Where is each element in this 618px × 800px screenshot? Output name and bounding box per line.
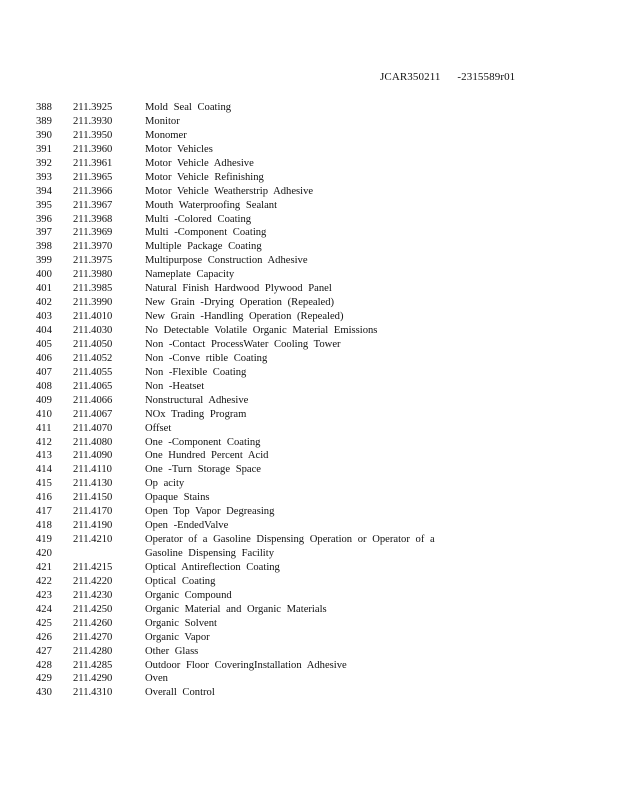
line-number: 393 <box>36 171 52 183</box>
list-item <box>36 617 596 631</box>
section-number: 211.4170 <box>73 506 113 518</box>
list-item <box>36 199 596 213</box>
section-number: 211.3969 <box>73 227 113 239</box>
list-item <box>36 213 596 227</box>
line-number: 423 <box>36 589 52 601</box>
section-number: 211.4190 <box>73 520 113 532</box>
list-item <box>36 603 596 617</box>
section-number: 211.4250 <box>73 603 113 615</box>
line-number: 425 <box>36 617 52 629</box>
list-item <box>36 171 596 185</box>
document-revision: -2315589r01 <box>457 71 516 83</box>
defined-term: Motor Vehicle Weatherstrip Adhesive <box>145 185 314 197</box>
section-number: 211.4110 <box>73 464 112 476</box>
list-item <box>36 338 596 352</box>
defined-term: Nameplate Capacity <box>145 269 235 281</box>
defined-term: Organic Material and Organic Materials <box>145 603 327 615</box>
section-number: 211.3980 <box>73 269 113 281</box>
defined-term: Nonstructural Adhesive <box>145 394 249 406</box>
line-number: 388 <box>36 102 52 113</box>
line-number: 391 <box>36 143 52 155</box>
defined-term: New Grain -Drying Operation (Repealed) <box>145 297 335 309</box>
line-number: 407 <box>36 366 52 378</box>
section-number: 211.4130 <box>73 478 113 490</box>
list-item <box>36 129 596 143</box>
defined-term: Gasoline Dispensing Facility <box>145 548 274 559</box>
defined-term: NOx Trading Program <box>145 408 247 420</box>
defined-term: Motor Vehicles <box>145 143 213 155</box>
list-item <box>36 366 596 380</box>
section-number: 211.3950 <box>73 129 113 141</box>
defined-term: Open Top Vapor Degreasing <box>145 506 275 518</box>
section-number: 211.4270 <box>73 631 113 643</box>
line-number: 402 <box>36 297 52 309</box>
line-number: 390 <box>36 129 52 141</box>
defined-term: Op acity <box>145 478 185 490</box>
defined-term: Mouth Waterproofing Sealant <box>145 199 278 211</box>
line-number: 403 <box>36 311 52 323</box>
line-number: 394 <box>36 185 52 197</box>
list-item <box>36 101 596 115</box>
section-number: 211.3960 <box>73 143 113 155</box>
line-number: 408 <box>36 380 52 392</box>
list-item <box>36 352 596 366</box>
defined-term: Monomer <box>145 129 187 141</box>
defined-term: Overall Control <box>145 687 215 699</box>
line-number: 406 <box>36 352 52 364</box>
list-item <box>36 477 596 491</box>
list-item <box>36 491 596 505</box>
page-header <box>380 71 515 83</box>
list-item <box>36 240 596 254</box>
line-number: 428 <box>36 659 52 671</box>
defined-term: Motor Vehicle Refinishing <box>145 171 264 183</box>
section-number: 211.3961 <box>73 157 113 169</box>
section-number: 211.4230 <box>73 589 113 601</box>
section-number: 211.4290 <box>73 673 113 685</box>
defined-term: No Detectable Volatile Organic Material Emissions <box>145 325 378 336</box>
document-id: JCAR350211 <box>380 71 441 83</box>
defined-term: New Grain -Handling Operation (Repealed) <box>145 311 344 323</box>
list-item <box>36 157 596 171</box>
line-number: 419 <box>36 534 52 546</box>
defined-term: One -Component Coating <box>145 436 261 448</box>
list-item <box>36 463 596 477</box>
defined-term: Opaque Stains <box>145 492 210 504</box>
section-number: 211.4090 <box>73 450 113 462</box>
defined-term: Motor Vehicle Adhesive <box>145 157 254 169</box>
line-number: 392 <box>36 157 52 169</box>
list-item <box>36 143 596 157</box>
defined-term: Multi -Component Coating <box>145 227 267 239</box>
line-number: 420 <box>36 548 52 559</box>
section-number: 211.4067 <box>73 408 113 420</box>
section-number: 211.4050 <box>73 338 113 350</box>
line-number: 405 <box>36 338 52 350</box>
section-number: 211.3967 <box>73 199 113 211</box>
section-number: 211.3965 <box>73 171 113 183</box>
section-number: 211.4010 <box>73 311 113 323</box>
definitions-list <box>36 101 596 700</box>
list-item <box>36 561 596 575</box>
defined-term: Non -Contact ProcessWater Cooling Tower <box>145 338 341 350</box>
list-item <box>36 185 596 199</box>
line-number: 413 <box>36 450 52 462</box>
section-number: 211.4030 <box>73 325 113 336</box>
defined-term: Organic Vapor <box>145 631 210 643</box>
list-item <box>36 254 596 268</box>
section-number: 211.3966 <box>73 185 113 197</box>
section-number: 211.4285 <box>73 659 113 671</box>
defined-term: One Hundred Percent Acid <box>145 450 269 462</box>
list-item <box>36 645 596 659</box>
line-number: 398 <box>36 241 52 253</box>
section-number: 211.4280 <box>73 645 113 657</box>
section-number: 211.4066 <box>73 394 113 406</box>
line-number: 427 <box>36 645 52 657</box>
list-item <box>36 659 596 673</box>
list-item <box>36 226 596 240</box>
list-item <box>36 686 596 700</box>
line-number: 404 <box>36 325 52 336</box>
list-item <box>36 575 596 589</box>
defined-term: Multipurpose Construction Adhesive <box>145 255 308 267</box>
section-number: 211.4220 <box>73 575 113 587</box>
defined-term: Natural Finish Hardwood Plywood Panel <box>145 283 332 295</box>
line-number: 409 <box>36 394 52 406</box>
section-number: 211.3970 <box>73 241 113 253</box>
defined-term: Multiple Package Coating <box>145 241 262 253</box>
line-number: 430 <box>36 687 52 699</box>
defined-term: One -Turn Storage Space <box>145 464 261 476</box>
section-number: 211.4260 <box>73 617 113 629</box>
list-item <box>36 394 596 408</box>
section-number: 211.3930 <box>73 115 113 127</box>
list-item <box>36 589 596 603</box>
line-number: 411 <box>36 422 52 434</box>
section-number: 211.4055 <box>73 366 113 378</box>
defined-term: Organic Compound <box>145 589 232 601</box>
line-number: 395 <box>36 199 52 211</box>
section-number: 211.4210 <box>73 534 113 546</box>
section-number: 211.3990 <box>73 297 113 309</box>
list-item <box>36 380 596 394</box>
defined-term: Mold Seal Coating <box>145 102 232 113</box>
defined-term: Organic Solvent <box>145 617 217 629</box>
line-number: 389 <box>36 115 52 127</box>
list-item <box>36 436 596 450</box>
list-item <box>36 408 596 422</box>
line-number: 418 <box>36 520 52 532</box>
defined-term: Optical Coating <box>145 575 216 587</box>
list-item <box>36 519 596 533</box>
list-item <box>36 324 596 338</box>
line-number: 410 <box>36 408 52 420</box>
defined-term: Operator of a Gasoline Dispensing Operation or Operator of a <box>145 534 435 546</box>
defined-term: Non -Flexible Coating <box>145 366 247 378</box>
list-item <box>36 422 596 436</box>
section-number: 211.4150 <box>73 492 113 504</box>
section-number: 211.3925 <box>73 102 113 113</box>
defined-term: Non -Conve rtible Coating <box>145 352 268 364</box>
section-number: 211.3985 <box>73 283 113 295</box>
list-item <box>36 296 596 310</box>
line-number: 422 <box>36 575 52 587</box>
section-number: 211.3968 <box>73 213 113 225</box>
defined-term: Oven <box>145 673 168 685</box>
defined-term: Open -EndedValve <box>145 520 229 532</box>
list-item <box>36 533 596 547</box>
defined-term: Offset <box>145 422 172 434</box>
list-item <box>36 310 596 324</box>
line-number: 397 <box>36 227 52 239</box>
list-item <box>36 631 596 645</box>
line-number: 415 <box>36 478 52 490</box>
line-number: 429 <box>36 673 52 685</box>
section-number: 211.4080 <box>73 436 113 448</box>
list-item <box>36 505 596 519</box>
line-number: 401 <box>36 283 52 295</box>
defined-term: Multi -Colored Coating <box>145 213 252 225</box>
list-item <box>36 115 596 129</box>
defined-term: Non -Heatset <box>145 380 205 392</box>
section-number: 211.4065 <box>73 380 113 392</box>
section-number: 211.3975 <box>73 255 113 267</box>
list-item <box>36 547 596 561</box>
line-number: 400 <box>36 269 52 281</box>
line-number: 399 <box>36 255 52 267</box>
defined-term: Optical Antireflection Coating <box>145 561 280 573</box>
list-item <box>36 282 596 296</box>
line-number: 396 <box>36 213 52 225</box>
section-number: 211.4070 <box>73 422 113 434</box>
line-number: 417 <box>36 506 52 518</box>
defined-term: Outdoor Floor CoveringInstallation Adhesive <box>145 659 347 671</box>
line-number: 412 <box>36 436 52 448</box>
line-number: 421 <box>36 561 52 573</box>
line-number: 424 <box>36 603 52 615</box>
line-number: 414 <box>36 464 52 476</box>
line-number: 416 <box>36 492 52 504</box>
line-number: 426 <box>36 631 52 643</box>
list-item <box>36 672 596 686</box>
defined-term: Other Glass <box>145 645 199 657</box>
section-number: 211.4310 <box>73 687 113 699</box>
list-item <box>36 449 596 463</box>
section-number: 211.4215 <box>73 561 113 573</box>
defined-term: Monitor <box>145 115 180 127</box>
section-number: 211.4052 <box>73 352 113 364</box>
list-item <box>36 268 596 282</box>
